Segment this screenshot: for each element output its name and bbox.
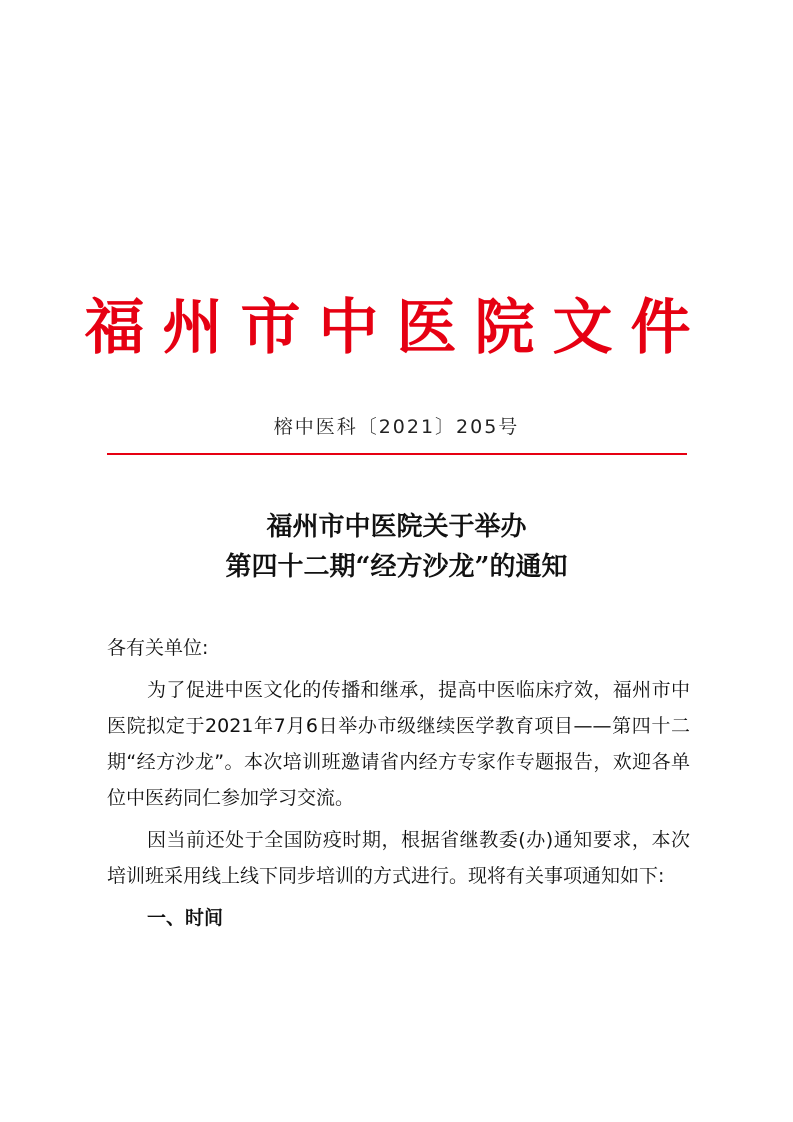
header-divider [107, 453, 687, 455]
notice-title-line-2: 第四十二期“经方沙龙”的通知 [225, 552, 568, 582]
notice-title [0, 507, 793, 587]
body-paragraph-1: 为了促进中医文化的传播和继承，提高中医临床疗效，福州市中医院拟定于2021年7月6日举办市级继续医学教育项目——第四十二期“经方沙龙”。本次培训班邀请省内经方专家作专题报告，欢迎各单位中医药同仁参加学习交流。 [107, 679, 690, 809]
salutation: 各有关单位: [107, 637, 209, 659]
section-heading-time: 一、时间 [147, 907, 224, 929]
document-number: 榕中医科〔2021〕205号 [273, 416, 520, 438]
document-header-title: 福州市中医院文件 [84, 293, 709, 363]
notice-title-line-1: 福州市中医院关于举办 [266, 512, 527, 542]
notice-body [107, 630, 690, 936]
body-paragraph-2: 因当前还处于全国防疫时期，根据省继教委(办)通知要求，本次培训班采用线上线下同步培训的方式进行。现将有关事项通知如下: [107, 829, 690, 887]
